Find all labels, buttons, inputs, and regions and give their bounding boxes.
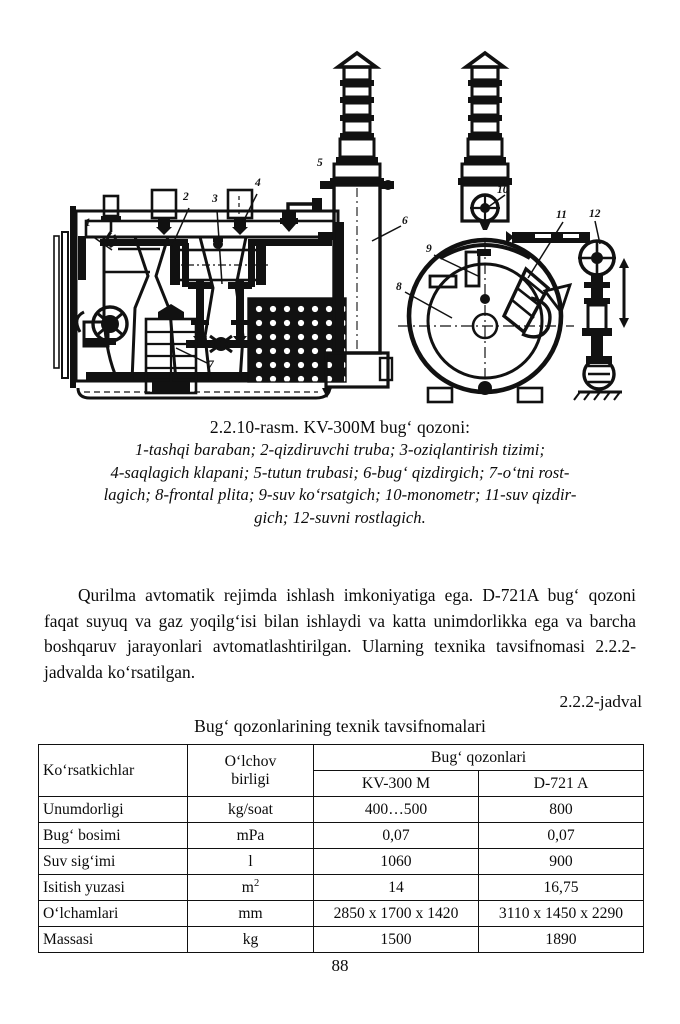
table-number-label: 2.2.2-jadval — [559, 692, 642, 711]
page-number: 88 — [331, 956, 349, 975]
cell-kv300m: 400…500 — [314, 797, 479, 823]
callout-4: 4 — [255, 177, 261, 189]
cell-d721a: 1890 — [479, 927, 644, 953]
callout-2: 2 — [183, 191, 189, 203]
header-unit-line1: O‘lchov — [224, 752, 277, 770]
cell-d721a: 800 — [479, 797, 644, 823]
callout-6: 6 — [402, 215, 408, 227]
table-row — [39, 797, 644, 823]
header-unit — [188, 745, 314, 797]
cell-unit: mm — [188, 901, 314, 927]
cell-parameter: Suv sig‘imi — [39, 849, 188, 875]
header-model-d721a: D-721 A — [479, 771, 644, 797]
specifications-table — [38, 744, 644, 953]
figure-caption — [40, 416, 640, 529]
caption-legend-line: 1-tashqi baraban; 2-qizdiruvchi truba; 3-oziqlantirish tizimi; — [134, 440, 546, 459]
cell-kv300m: 14 — [314, 875, 479, 901]
caption-legend-line: lagich; 8-frontal plita; 9-suv ko‘rsatgich; 10-monometr; 11-suv qizdir- — [103, 485, 577, 505]
table-row — [39, 901, 644, 927]
table-row — [39, 849, 644, 875]
cell-unit-exponent: 2 — [253, 877, 260, 889]
table-row — [39, 823, 644, 849]
boiler-technical-figure — [0, 36, 680, 406]
figure-caption-legend — [40, 439, 640, 529]
cell-kv300m: 2850 x 1700 x 1420 — [314, 901, 479, 927]
header-model-kv300m: KV-300 M — [314, 771, 479, 797]
cell-d721a: 16,75 — [479, 875, 644, 901]
cell-unit-base: m — [241, 879, 254, 897]
cell-kv300m: 1060 — [314, 849, 479, 875]
header-unit-line2: birligi — [231, 770, 270, 788]
cell-kv300m: 1500 — [314, 927, 479, 953]
cell-parameter: Massasi — [39, 927, 188, 953]
cell-d721a: 0,07 — [479, 823, 644, 849]
cell-parameter: Unumdorligi — [39, 797, 188, 823]
caption-legend-line: gich; 12-suvni rostlagich. — [254, 507, 426, 527]
header-group-boilers: Bug‘ qozonlari — [314, 745, 644, 771]
callout-7: 7 — [208, 359, 214, 371]
table-title: Bug‘ qozonlarining texnik tavsifnomalari — [194, 716, 486, 736]
table-header-row-1 — [39, 745, 644, 771]
caption-legend-line: 4-saqlagich klapani; 5-tutun trubasi; 6-bug‘ qizdirgich; 7-o‘tni rost- — [110, 462, 570, 482]
callout-8: 8 — [396, 281, 402, 293]
body-paragraph: Qurilma avtomatik rejimda ishlash imkoniyatiga ega. D-721A bug‘ qozoni faqat suyuq va gaz yoqilg‘isi bilan ishlaydi va katta unimdorlikka ega va barcha boshqaruv jarayonlari avtomatlashtirilgan. Ularning texnika tavsifnomasi 2.2.2-jadvalda ko‘rsatilgan. — [44, 585, 636, 682]
cell-unit — [188, 875, 314, 901]
cell-d721a: 3110 x 1450 x 2290 — [479, 901, 644, 927]
cell-unit: kg/soat — [188, 797, 314, 823]
cell-parameter: O‘lchamlari — [39, 901, 188, 927]
cell-unit: mPa — [188, 823, 314, 849]
cell-parameter: Isitish yuzasi — [39, 875, 188, 901]
callout-10: 10 — [497, 184, 509, 196]
table-row — [39, 875, 644, 901]
callout-12: 12 — [589, 208, 601, 220]
cell-unit: kg — [188, 927, 314, 953]
callout-5: 5 — [317, 157, 323, 169]
callout-3: 3 — [212, 193, 218, 205]
cell-parameter: Bug‘ bosimi — [39, 823, 188, 849]
callout-11: 11 — [556, 209, 567, 221]
cell-unit: l — [188, 849, 314, 875]
cell-d721a: 900 — [479, 849, 644, 875]
figure-caption-title: 2.2.10-rasm. KV-300M bug‘ qozoni: — [209, 417, 471, 437]
boiler-section-view — [54, 190, 346, 398]
callout-1: 1 — [85, 217, 91, 229]
boiler-front-view — [398, 53, 629, 402]
header-parameter: Ko‘rsatkichlar — [39, 745, 188, 797]
callout-9: 9 — [426, 243, 432, 255]
cell-kv300m: 0,07 — [314, 823, 479, 849]
table-row — [39, 927, 644, 953]
